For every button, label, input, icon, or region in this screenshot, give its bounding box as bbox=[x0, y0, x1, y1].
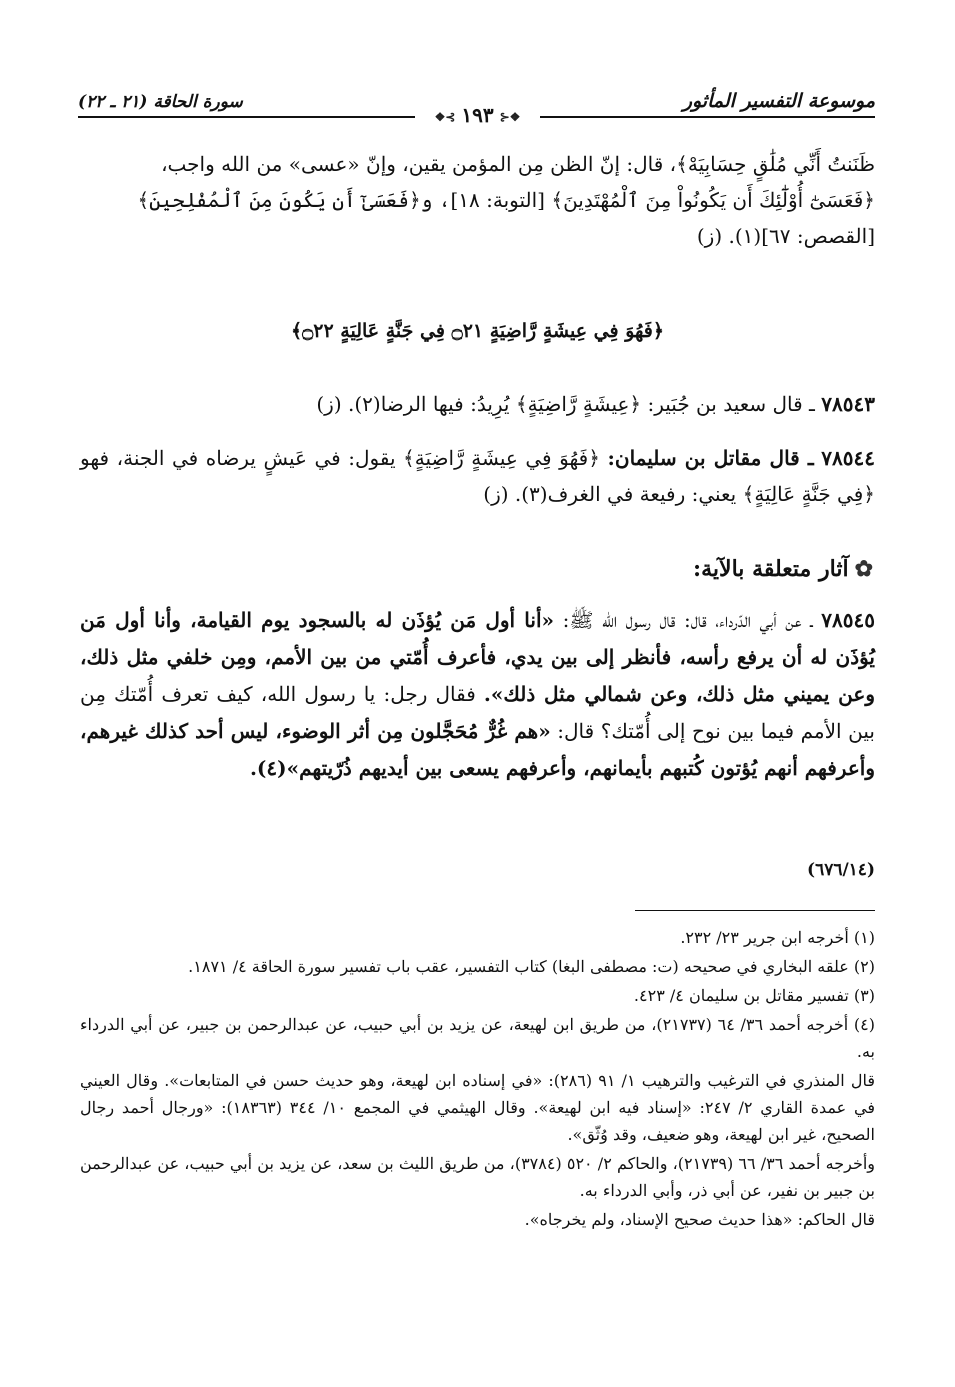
hadith-quote: «هم غُرٌّ مُحَجَّلون مِن أثر الوضوء، ليس أحد كذلك غيرهم، وأعرفهم أنهم يُؤتون كُتبهم بأيمانهم، وأعرفهم يسعى بين أيديهم ذُرّيتهم»(٤). bbox=[80, 719, 875, 780]
footnote: قال الحاكم: «هذا حديث صحيح الإسناد، ولم يخرجاه». bbox=[524, 1210, 875, 1229]
hadith-quote: «أنا أول مَن يُؤذَن له بالسجود يوم القيامة، وأنا أول مَن يُؤذَن له أن يرفع رأسه، فأنظر إلى بين يدي، فأعرف أُمّتي من بين الأمم، ومِن خلفي مثل ذلك، وعن يميني مثل ذلك، وعن شمالي مثل ذلك». bbox=[80, 608, 876, 706]
entry-text: ﴿فَهُوَ فِي عِيشَةٍ رَّاضِيَةٍ﴾ يقول: في عَيشٍ يرضاه في الجنة، فهو ﴿فِي جَنَّةٍ عَالِيَةٍ﴾ يعني: رفيعة في الغرف(٣). (ز) bbox=[80, 446, 875, 506]
footnote: وأخرجه أحمد ٣٦/ ٦٦ (٢١٧٣٩)، والحاكم ٢/ ٥٢٠ (٣٧٨٤)، من طريق الليث بن سعد، عن يزيد بن أبي حبيب، عن عبدالرحمن بن جبير بن نفير، عن أبي ذر، وأبي الدرداء به. bbox=[80, 1154, 876, 1200]
book-title: موسوعة التفسير المأثور bbox=[682, 90, 875, 112]
hadith-lead: ـ عن أبي الدّرداء، قال: قال رسول الله ﷺ: bbox=[562, 608, 813, 632]
surah-reference: سورة الحاقة (٢١ ـ ٢٢) bbox=[78, 92, 243, 112]
quran-verse: ﴿فَهُوَ فِي عِيشَةٍ رَّاضِيَةٍ ۝٢١ فِي جَنَّةٍ عَالِيَةٍ ۝٢٢﴾ bbox=[290, 320, 664, 342]
intro-line: ﴿فَعَسَىٰٓ أُوْلَٰٓئِكَ أَن يَكُونُواْ مِنَ ٱلْمُهْتَدِينَ﴾ [التوبة: ١٨]، و﴿فَعَسَىٰٓ أَن يَكُونَ مِنَ ٱلْمُفْلِحِينَ﴾ bbox=[137, 188, 875, 212]
footnote: قال المنذري في الترغيب والترهيب ١/ ٩١ (٢٨٦): «في إسناده ابن لهيعة، وهو حديث حسن في المتابعات». وقال العيني في عمدة القاري ٢/ ٢٤٧: «إسناد فيه ابن لهيعة». وقال الهيثمي في المجمع ١٠/ ٣٤٤ (١٨٣٦٣): «ورجال أحمد رجال الصحيح، غير ابن لهيعة، وهو ضعيف، وقد وُثّق». bbox=[80, 1071, 876, 1144]
footnote: (١) أخرجه ابن جرير ٢٣/ ٢٣٢. bbox=[680, 928, 875, 947]
entry-speaker: ـ قال مقاتل بن سليمان: bbox=[607, 446, 814, 470]
entry-78544 bbox=[80, 440, 875, 512]
footnote: (٤) أخرجه أحمد ٣٦/ ٦٤ (٢١٧٣٧)، من طريق ابن لهيعة، عن يزيد بن أبي حبيب، عن عبدالرحمن بن جبير، عن أبي الدرداء به. bbox=[80, 1015, 876, 1061]
page-number: ١٩٣ bbox=[461, 103, 494, 127]
ornament-icon: ❖⊰ bbox=[499, 109, 521, 124]
section-heading: ✿آثار متعلقة بالآية: bbox=[693, 556, 873, 582]
entry-number: ٧٨٥٤٣ bbox=[821, 392, 875, 416]
flower-ornament-icon: ✿ bbox=[854, 556, 873, 582]
intro-line: ظَنَنتُ أَنِّي مُلَٰقٍ حِسَابِيَهْ﴾، قال: إنّ الظن مِن المؤمن يقين، وإنّ «عسى» من الله واجب، bbox=[161, 152, 875, 176]
volume-page-reference: (٦٧٦/١٤) bbox=[807, 860, 875, 880]
footnote: (٢) علقه البخاري في صحيحه (ت: مصطفى البغا) كتاب التفسير، عقب باب تفسير سورة الحاقة ٤/ ١٨٧١. bbox=[188, 957, 875, 976]
hadith-narration: فقال رجل: يا رسول الله، كيف تعرف أُمّتك مِن بين الأمم فيما بين نوح إلى أُمّتك؟ قال: bbox=[80, 682, 875, 743]
hadith-78545 bbox=[80, 602, 875, 787]
page-number-block bbox=[0, 103, 955, 127]
entry-text: ـ قال سعيد بن جُبَير: ﴿عِيشَةٍ رَّاضِيَةٍ﴾ يُرِيدُ: فيها الرضا(٢). (ز) bbox=[316, 392, 815, 416]
ornament-icon: ⊱❖ bbox=[434, 109, 456, 124]
footnote: (٣) تفسير مقاتل بن سليمان ٤/ ٤٢٣. bbox=[633, 986, 875, 1005]
intro-line: [القصص: ٦٧](١). (ز) bbox=[696, 224, 875, 248]
intro-paragraph bbox=[80, 146, 875, 254]
footnotes bbox=[80, 924, 875, 1235]
entry-number: ٧٨٥٤٤ bbox=[821, 446, 875, 470]
entry-number: ٧٨٥٤٥ bbox=[821, 608, 875, 632]
entry-78543 bbox=[80, 386, 875, 422]
footnote-separator bbox=[635, 910, 875, 911]
